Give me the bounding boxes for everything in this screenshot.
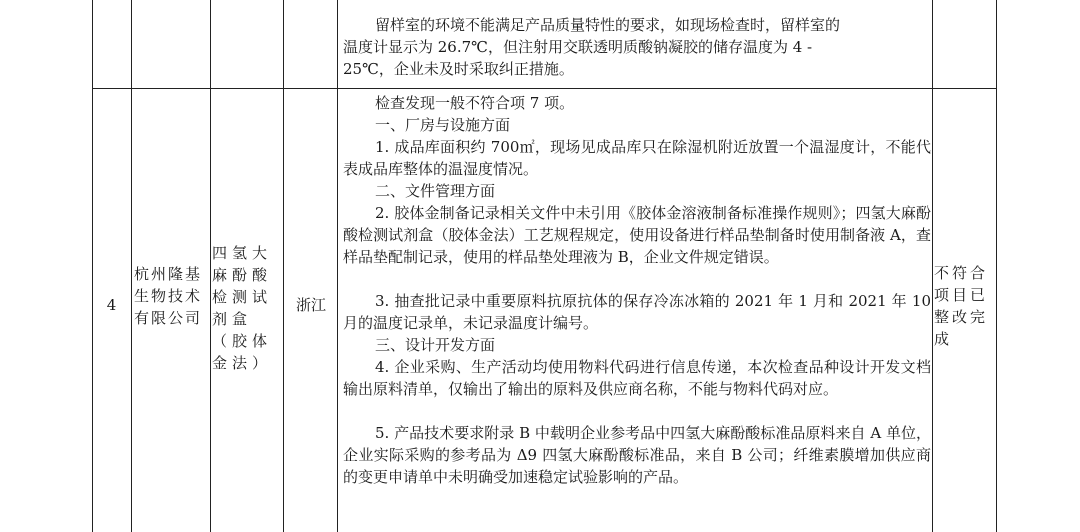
finding-item: 4. 企业采购、生产活动均使用物料代码进行信息传递，本次检查品种设计开发文档输出原料清单，仅输出了输出的原料及供应商名称，不能与物料代码对应。: [343, 358, 931, 398]
prev-row-findings: [343, 14, 931, 36]
column-divider: [131, 0, 132, 532]
column-divider: [337, 0, 338, 532]
finding-item: 1. 成品库面积约 700㎡，现场见成品库只在除湿机附近放置一个温湿度计，不能代表成品库整体的温湿度情况。: [343, 138, 931, 178]
table-border-left: [92, 0, 93, 532]
table-border-right: [996, 0, 997, 532]
row-index: 4: [106, 296, 117, 314]
region: 浙江: [295, 296, 326, 314]
text-line: 25℃，企业未及时采取纠正措施。: [343, 60, 574, 78]
company-name: 杭州隆基生物技术有限公司: [134, 265, 203, 327]
product-name: 四氢大麻酚酸检测试剂盒（胶体金法）: [212, 244, 273, 372]
prev-row-findings-cont: [343, 36, 931, 80]
text-line: 留样室的环境不能满足产品质量特性的要求，如现场检查时，留样室的: [375, 16, 841, 34]
row-divider: [92, 88, 996, 89]
finding-item: 5. 产品技术要求附录 B 中载明企业参考品中四氢大麻酚酸标准品原料来自 A 单位，企业实际采购的参考品为 Δ9 四氢大麻酚酸标准品，来自 B 公司；纤维素膜增加供应商的变更申请单中未明确受加速稳定试验影响的产品。: [343, 424, 931, 486]
column-divider: [932, 0, 933, 532]
text-line: 温度计显示为 26.7℃，但注射用交联透明质酸钠凝胶的储存温度为 4 -: [343, 38, 813, 56]
handling-status: 不符合项目已整改完成: [934, 264, 989, 348]
finding-item: 2. 胶体金制备记录相关文件中未引用《胶体金溶液制备标准操作规则》；四氢大麻酚酸检测试剂盒（胶体金法）工艺规程规定，使用设备进行样品垫制备时使用制备液 A，查样品垫配制记录，使用的样品垫处理液为 B，企业文件规定错误。: [343, 204, 931, 266]
finding-section-heading: 一、厂房与设施方面: [375, 116, 511, 134]
finding-section-heading: 三、设计开发方面: [375, 336, 496, 354]
finding-section-heading: 二、文件管理方面: [375, 182, 496, 200]
finding-summary: 检查发现一般不符合项 7 项。: [375, 94, 575, 112]
finding-item: 3. 抽查批记录中重要原料抗原抗体的保存冷冻冰箱的 2021 年 1 月和 2021 年 10 月的温度记录单，未记录温度计编号。: [343, 292, 931, 332]
column-divider: [210, 0, 211, 532]
